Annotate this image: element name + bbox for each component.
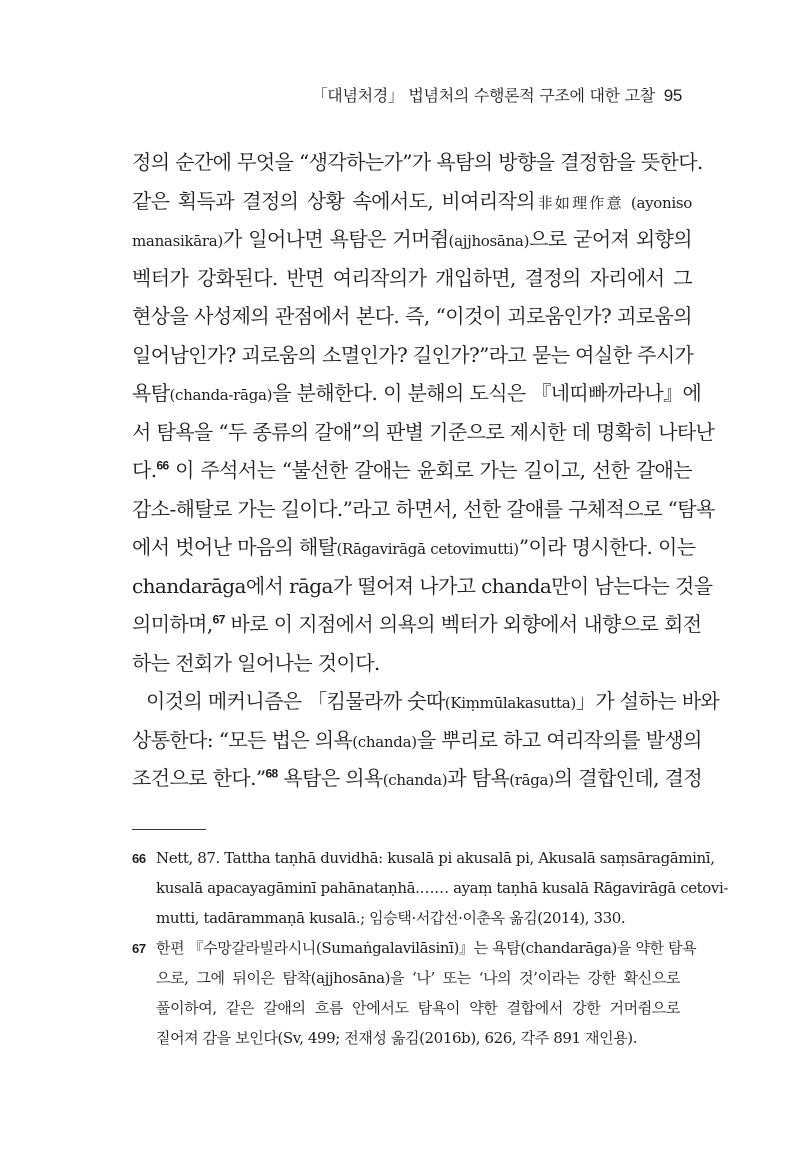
body-text [132, 143, 720, 798]
body-line: chandarāga에서 rāga가 떨어져 나가고 chanda만이 남는다는 것을 [132, 573, 713, 598]
body-line: 조건으로 한다.”$^{68}$ 욕탐은 의욕(chanda)과 탐욕(rāga)의 결합인데, 결정 [132, 766, 703, 790]
footnote-line: 67 한편 『수망갈라빌라시니(Sumaṅgalavilāsinī)』는 욕탐(chandarāga)을 약한 탐욕 [132, 933, 680, 963]
body-line: 벡터가 강화된다. 반면 여리작의가 개입하면, 결정의 자리에서 그 [132, 265, 692, 290]
footnote-ref-67: 67 [212, 612, 225, 627]
running-header [312, 84, 682, 108]
footnote-66 [132, 843, 729, 933]
body-line: 하는 전회가 일어나는 것이다. [132, 650, 380, 675]
footnote-line: kusalā apacayagāminī pahānataṇhā.…… ayaṃ taṇhā kusalā Rāgavirāgā cetovi- [156, 879, 729, 897]
footnote-line: 풀이하여, 같은 갈애의 흐름 안에서도 탐욕이 약한 결합에서 강한 거머쥠으로 [156, 999, 680, 1017]
body-line: manasikāra)가 일어나면 욕탐은 거머쥠(ajjhosāna)으로 굳어져 외향의 [132, 227, 692, 251]
body-line: 다.$^{66}$ 이 주석서는 “불선한 갈애는 윤회로 가는 길이고, 선한 갈애는 [132, 458, 692, 482]
body-line: 욕탐(chanda-rāga)을 분해한다. 이 분해의 도식은 『네띠빠까라나』에 [132, 381, 702, 405]
footnote-number: 66 [132, 851, 146, 866]
footnote-line: mutti, tadārammaṇā kusalā.; 임승택·서갑선·이춘옥 옮김(2014), 330. [156, 909, 626, 927]
body-line: 정의 순간에 무엇을 “생각하는가”가 욕탐의 방향을 결정함을 뜻한다. [132, 150, 703, 174]
body-line: 상통한다: “모든 법은 의욕(chanda)을 뿌리로 하고 여리작의를 발생의 [132, 727, 702, 752]
footnote-ref-66: 66 [156, 458, 169, 473]
body-line: 서 탐욕을 “두 종류의 갈애”의 판별 기준으로 제시한 데 명확히 나타난 [132, 419, 715, 444]
footnote-line: 으로, 그에 뒤이은 탐착(ajjhosāna)을 ‘나’ 또는 ‘나의 것’이라는 강한 확신으로 [156, 969, 680, 987]
body-line: 같은 획득과 결정의 상황 속에서도, 비여리작의非如理作意 (ayoniso [132, 188, 692, 213]
body-line: 의미하며,$^{67}$ 바로 이 지점에서 의욕의 벡터가 외향에서 내향으로 회전 [132, 612, 702, 636]
footnote-ref-68: 68 [265, 766, 278, 781]
body-line: 일어남인가? 괴로움의 소멸인가? 길인가?”라고 묻는 여실한 주시가 [132, 342, 694, 367]
footnote-divider [132, 829, 206, 830]
body-line: 이것의 메커니즘은 「킴물라까 숫따(Kiṃmūlakasutta)」가 설하는 바와 [146, 689, 720, 713]
footnotes [132, 843, 729, 1053]
body-line: 감소-해탈로 가는 길이다.”라고 하면서, 선한 갈애를 구체적으로 “탐욕 [132, 496, 715, 521]
footnote-line: 짙어져 감을 보인다(Sv, 499; 전재성 옮김(2016b), 626, 각주 891 재인용). [156, 1029, 638, 1047]
footnote-number: 67 [132, 941, 146, 956]
body-line: 에서 벗어난 마음의 해탈(Rāgavirāgā cetovimutti)”이라 명시한다. 이는 [132, 535, 696, 559]
footnote-line: 66 Nett, 87. Tattha taṇhā duvidhā: kusalā pi akusalā pi, Akusalā saṃsāragāminī, [132, 843, 680, 873]
body-line: 현상을 사성제의 관점에서 본다. 즉, “이것이 괴로움인가? 괴로움의 [132, 304, 692, 328]
page-number: 95 [663, 86, 682, 105]
running-header-title: 「대념처경」 법념처의 수행론적 구조에 대한 고찰 [311, 86, 655, 105]
footnote-67 [132, 933, 697, 1053]
